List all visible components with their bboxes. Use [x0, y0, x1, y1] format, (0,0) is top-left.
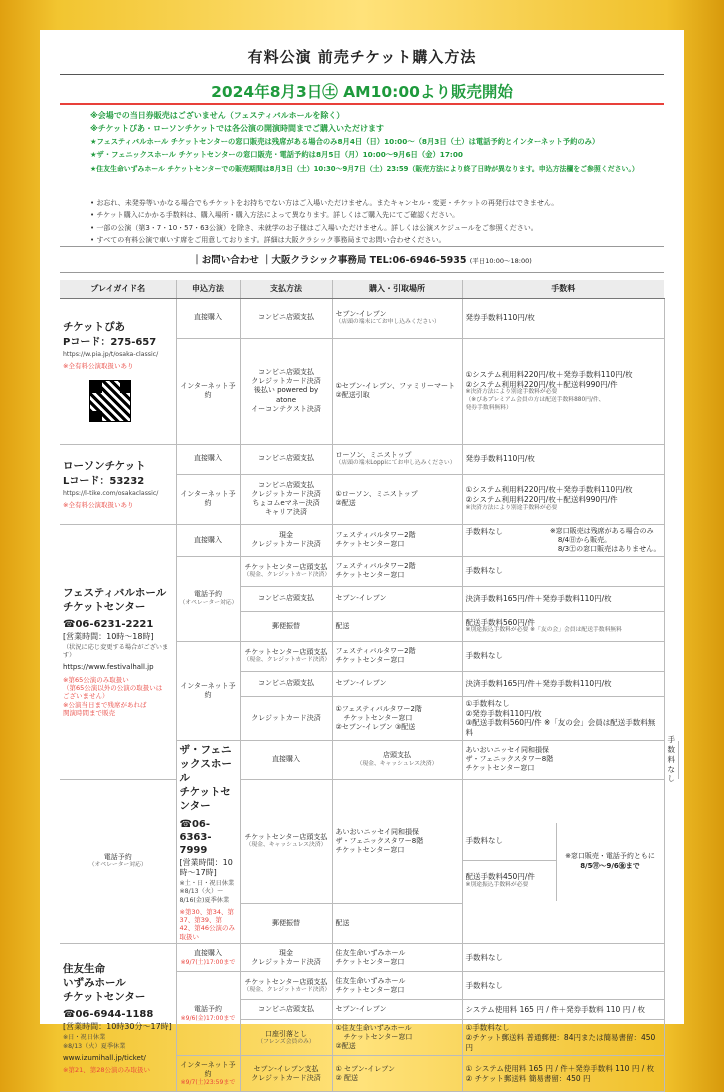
table-cell: [176, 556, 240, 641]
text-block: [63, 676, 173, 718]
text-cell: チケットセンター: [63, 990, 146, 1003]
text-cell: チケットセンター窓口: [465, 764, 535, 773]
text-cell: チケットセンター窓口: [343, 1033, 413, 1042]
text-cell: チケットセンター窓口: [335, 540, 405, 549]
table-cell: [332, 474, 462, 524]
text-cell: クレジットカード決済: [251, 540, 321, 549]
text-cell: ※公演当日まで残席があれば: [63, 700, 147, 709]
page-title: 有料公演 前売チケット購入方法: [247, 48, 477, 66]
text-cell: チケットセンター窓口: [335, 985, 405, 994]
notice-2: ※チケットぴあ・ローソンチケットでは各公演の開演時間までご購入いただけます: [90, 124, 385, 133]
table-cell: [332, 298, 462, 338]
text-cell: 手数料なし: [462, 641, 664, 671]
text-cell: 決済手数料165円/件＋発券手数料110円/枚: [462, 586, 664, 611]
text-cell: ちょコムeマネー決済: [252, 499, 320, 507]
guide-pia: [60, 298, 176, 444]
table-cell: [462, 474, 664, 524]
text-cell: ローソンチケット: [63, 459, 146, 472]
text-cell: ②システム利用料220円/枚＋配送料990円/件: [465, 495, 618, 505]
text-cell: クレジットカード決済: [251, 377, 321, 386]
text-block: [463, 823, 664, 901]
text-cell: 手数料なし: [665, 741, 680, 779]
table-cell: [332, 641, 462, 671]
text-cell: ☎06-6363-7999: [179, 818, 212, 856]
text-cell: 現金: [279, 531, 293, 540]
table-cell: [332, 972, 462, 1000]
text-cell: 配送手数料560円/件: [465, 617, 535, 627]
table-header-row: [60, 280, 664, 298]
text-cell: 決済手数料165円/件＋発券手数料110円/枚: [462, 671, 664, 696]
text-cell: ※土・日・祝日休業: [179, 880, 235, 888]
text-cell: フェスティバルタワー2階: [335, 647, 416, 656]
text-cell: 電話予約: [194, 590, 222, 599]
text-cell: （店頭の端末Loppiにてお申し込みください）: [335, 459, 456, 466]
text-cell: ございません）: [63, 692, 109, 701]
pia-url[interactable]: https://w.pia.jp/t/osaka-classic/: [63, 350, 159, 358]
text-cell: ①手数料なし: [465, 1023, 510, 1033]
text-cell: 直接購入: [240, 740, 332, 779]
text-cell: 手数料なし: [465, 526, 503, 536]
text-cell: ザ・フェニックスタワー8階: [465, 755, 554, 764]
text-cell: チケットセンター店頭支払: [244, 562, 328, 571]
text-cell: セブン-イレブン: [335, 309, 387, 318]
text-cell: 電話予約: [103, 853, 132, 862]
contact-line: [40, 252, 684, 266]
text-cell: ※9/7(土)17:00まで: [180, 958, 236, 966]
text-cell: ※第21、第28公演のみ取扱い: [63, 1065, 150, 1074]
izumi-url[interactable]: www.izumihall.jp/ticket/: [63, 1053, 146, 1062]
table-cell: [462, 611, 664, 641]
text-cell: （状況に応じ変更する場合がございます）: [63, 644, 169, 660]
notice-3: ★フェスティバルホール チケットセンターの窓口販売は残席がある場合のみ8月4日（日）10:00～（8月3日（土）は電話予約とインターネット予約のみ）: [90, 137, 600, 146]
text-cell: [営業時間：10時～18時]: [63, 631, 154, 641]
festival-url[interactable]: https://www.festivalhall.jp: [63, 663, 154, 672]
text-cell: チケットセンター店頭支払: [244, 647, 328, 656]
text-cell: システム使用料 165 円 / 件＋発券手数料 110 円 / 枚: [462, 1000, 664, 1020]
text-cell: ※別途振込手数料が必要: [465, 881, 529, 888]
text-cell: ①システム利用料220円/枚＋発券手数料110円/枚: [465, 369, 633, 379]
text-cell: インターネット予約: [176, 338, 240, 444]
table-cell: [332, 779, 462, 903]
table-cell: [332, 524, 462, 556]
text-cell: （オペレーター対応）: [179, 599, 238, 606]
text-block: [63, 586, 173, 614]
table-cell: [176, 1056, 240, 1092]
text-cell: 直接購入: [176, 444, 240, 474]
text-cell: インターネット予約: [176, 474, 240, 524]
table-cell: [240, 779, 332, 903]
ticket-info-sheet: [40, 30, 684, 1087]
text-cell: ☎06-6231-2221: [63, 618, 154, 630]
text-cell: チケットセンター店頭支払: [244, 977, 328, 986]
text-cell: 直接購入: [176, 298, 240, 338]
text-cell: ②システム利用料220円/枚＋配送料990円/件: [465, 379, 618, 389]
text-cell: 現金: [279, 948, 293, 957]
table-cell: [176, 972, 240, 1056]
table-cell: [462, 1056, 664, 1092]
text-cell: 8/3㊏の窓口販売はありません。: [557, 544, 661, 553]
table-cell: [332, 1056, 462, 1092]
text-cell: 手数料なし: [463, 823, 556, 861]
contact-hours: (平日10:00～18:00): [469, 257, 532, 265]
text-cell: ① セブン-イレブン: [335, 1064, 395, 1073]
text-cell: 配送手数料450円/件: [465, 871, 535, 881]
text-cell: ② チケット郵送料 簡易書留：450 円: [465, 1073, 591, 1083]
text-cell: クレジットカード決済: [251, 957, 321, 966]
guide-izumi: [60, 944, 176, 1092]
text-cell: 住友生命: [63, 962, 105, 975]
text-cell: 店頭支払: [383, 751, 411, 760]
text-cell: 関演時間まで販売: [63, 709, 115, 718]
text-cell: （フレンズ会員のみ）: [257, 1038, 315, 1045]
table-cell: [332, 944, 462, 972]
text-cell: フェスティバルタワー2階: [335, 531, 416, 540]
table-cell: [240, 474, 332, 524]
text-cell: コンビニ店頭支払: [258, 368, 314, 377]
text-cell: 8/4㊐から販売。: [557, 535, 612, 544]
table-row: [60, 779, 664, 903]
text-block: [463, 861, 556, 901]
table-cell: [240, 1056, 332, 1092]
table-cell: [462, 740, 664, 779]
col-header: 支払方法: [240, 280, 332, 298]
text-cell: ①手数料なし: [465, 698, 510, 708]
text-cell: （現金、クレジットカード決済）: [243, 657, 331, 664]
text-block: [557, 823, 664, 901]
col-header: 手数料: [462, 280, 664, 298]
text-cell: セブン-イレブン: [332, 1000, 462, 1020]
guide-lawson: [60, 444, 176, 524]
text-cell: クレジットカード決済: [240, 696, 332, 740]
text-cell: ① システム使用料 165 円 / 件＋発券手数料 110 円 / 枚: [465, 1064, 655, 1074]
table-cell: [240, 641, 332, 671]
text-cell: ①住友生命いずみホール: [335, 1024, 412, 1033]
text-cell: あいおいニッセイ同和損保: [335, 827, 420, 836]
text-cell: フェスティバルタワー2階: [335, 562, 416, 571]
text-cell: 発券手数料110円/枚: [462, 298, 664, 338]
bullet-item: • 一部の公演（第3・7・10・57・63公演）を除き、未就学のお子様はご入場いただけません。詳しくは公演スケジュールをご参照ください。: [90, 223, 538, 232]
table-row: [60, 444, 664, 474]
text-cell: 配送: [332, 611, 462, 641]
table-cell: [240, 338, 332, 444]
text-cell: ローソン、ミニストップ: [335, 450, 412, 459]
text-cell: 手数料なし: [462, 556, 664, 586]
text-cell: コンビニ店頭支払: [240, 671, 332, 696]
text-cell: Pコード：275-657: [63, 336, 157, 348]
table-cell: [176, 944, 240, 972]
col-header: プレイガイド名: [60, 280, 176, 298]
table-cell: [240, 972, 332, 1000]
text-cell: キャリア決済: [265, 508, 307, 517]
notice-4: ★ザ・フェニックスホール チケットセンターの窓口販売・電話予約は8月5日（月）10:00～9月6日（金）17:00: [90, 150, 463, 159]
table-cell: [240, 944, 332, 972]
table-cell: [332, 444, 462, 474]
text-cell: （現金、クレジットカード決済）: [243, 986, 331, 993]
table-cell: [240, 524, 332, 556]
table-cell: [60, 779, 176, 944]
guide-phoenix: [176, 740, 240, 944]
text-cell: ※別途振込手数料が必要 ※「友の会」会員は配送手数料無料: [465, 627, 622, 634]
text-cell: 住友生命いずみホール: [335, 976, 406, 985]
text-cell: ※決済方法により別途手数料が必要: [465, 389, 558, 396]
lawson-url[interactable]: https://l-tike.com/osakaclassic/: [63, 489, 159, 497]
text-cell: （現金、キャッシュレス決済）: [245, 842, 327, 849]
text-cell: 電話予約: [194, 1005, 222, 1014]
text-cell: セブン-イレブン支払: [253, 1064, 319, 1073]
table-cell: [462, 1020, 664, 1056]
text-cell: ザ・フェニックスホール: [179, 743, 232, 785]
notice-5: ★住友生命いずみホール チケットセンターでの販売期間は8月3日（土）10:30～9月7日（土）23:59（販売方法により終了日時が異なります。申込方法欄をご参照ください。）: [90, 165, 639, 173]
text-cell: 発券手数料110円/枚: [462, 444, 664, 474]
table-row: [60, 298, 664, 338]
col-header: 購入・引取場所: [332, 280, 462, 298]
table-cell: [462, 779, 664, 944]
text-cell: コンビニ店頭支払: [240, 444, 332, 474]
table-cell: [240, 556, 332, 586]
bullet-item: • お忘れ、未発券等いかなる場合でもチケットをお持ちでない方はご入場いただけません。またキャンセル・変更・チケットの再発行はできません。: [90, 199, 559, 207]
text-cell: ②配送: [335, 1042, 356, 1051]
text-cell: チケットセンター窓口: [343, 713, 413, 722]
text-cell: ※8/13（火）夏季休業: [63, 1042, 126, 1050]
text-cell: ※8/13（火）～8/16(金)夏季休業: [179, 888, 230, 904]
text-cell: ※9/6(金)17:00まで: [180, 1014, 236, 1022]
col-header: 申込方法: [176, 280, 240, 298]
text-cell: [営業時間：10時30分～17時]: [63, 1022, 172, 1032]
text-cell: 口座引落とし: [265, 1029, 307, 1038]
contact-text: ｜お問い合わせ ｜大阪クラシック事務局 TEL:06-6946-5935: [192, 255, 467, 266]
text-cell: チケットぴあ: [63, 320, 126, 333]
qr-code: [89, 380, 131, 422]
contact-divider-bottom: [60, 272, 664, 273]
text-block: [463, 823, 557, 901]
title-divider: [60, 74, 664, 75]
text-cell: ※日・祝日休業: [63, 1034, 106, 1042]
table-cell: [462, 338, 664, 444]
text-cell: ②発券手数料110円/枚: [465, 708, 542, 718]
text-cell: （現金、キャッシュレス決済）: [356, 760, 438, 767]
text-cell: ザ・フェニックスタワー8階: [335, 836, 424, 845]
text-cell: [営業時間：10時～17時]: [179, 857, 233, 878]
text-cell: ②配送: [335, 499, 356, 507]
text-cell: 郵便振替: [240, 903, 332, 944]
table-cell: [462, 696, 664, 740]
text-block: [63, 962, 173, 1005]
text-cell: ※窓口販売・電話予約ともに: [565, 852, 655, 861]
text-cell: Lコード：53232: [63, 475, 145, 487]
table-cell: [332, 338, 462, 444]
text-cell: チケットセンター: [179, 786, 231, 813]
text-cell: コンビニ店頭支払: [240, 586, 332, 611]
text-cell: あいおいニッセイ同和損保: [465, 746, 550, 755]
bullet-list: [90, 198, 670, 248]
table-row: [60, 524, 664, 556]
text-block: [466, 527, 661, 554]
text-cell: （店頭の端末にてお申し込みください）: [335, 318, 440, 325]
text-cell: クレジットカード決済: [251, 1073, 321, 1082]
text-cell: ①フェスティバルタワー2階: [335, 704, 422, 713]
bullet-item: • チケット購入にかかる手数料は、購入場所・購入方法によって異なります。詳しくはご購入先にてご確認ください。: [90, 211, 460, 220]
text-cell: ② 配送: [335, 1073, 359, 1082]
text-cell: 直接購入: [176, 524, 240, 556]
text-cell: チケットセンター窓口: [335, 656, 405, 665]
text-cell: コンビニ店頭支払: [240, 298, 332, 338]
table-cell: [240, 1020, 332, 1056]
text-cell: ①ローソン、ミニストップ: [335, 489, 418, 498]
guide-festival: [60, 524, 176, 779]
table-cell: [462, 524, 664, 556]
text-cell: インターネット予約: [176, 641, 240, 740]
text-block: [63, 1034, 173, 1050]
text-cell: ※第30、第34、第37、第39、第42、第46公演のみ取扱い: [179, 907, 236, 941]
text-cell: 郵便振替: [240, 611, 332, 641]
text-cell: チケットセンター: [63, 600, 146, 613]
text-cell: 発券手数料無料）: [465, 404, 512, 411]
text-cell: （オペレーター対応）: [88, 862, 147, 869]
text-cell: 直接購入: [194, 949, 222, 958]
notice-1: ※会場での当日券販売はございません（フェスティバルホールを除く）: [90, 111, 345, 120]
table-row: [60, 944, 664, 972]
text-cell: ②セブン-イレブン ③配送: [335, 722, 416, 731]
text-cell: 後払い powered by atone: [253, 386, 319, 404]
text-cell: （※ぴあプレミアム会員の方は配送手数料880円/件、: [465, 396, 605, 403]
text-cell: コンビニ店頭支払: [240, 1000, 332, 1020]
text-cell: 配送: [332, 903, 462, 944]
table-cell: [332, 556, 462, 586]
text-cell: ③配送手数料560円/件 ※「友の会」会員は配送手数料無料: [465, 718, 656, 738]
bullet-item: • すべての有料公演で車いす席をご用意しております。詳細は大阪クラシック事務局までお問い合わせください。: [90, 236, 446, 245]
text-cell: 手数料なし: [462, 944, 664, 972]
text-cell: コンビニ店頭支払: [258, 480, 314, 489]
text-cell: フェスティバルホール: [63, 586, 167, 599]
text-cell: 住友生命いずみホール: [335, 948, 406, 957]
ticket-methods-table: [60, 280, 675, 1092]
text-cell: インターネット予約: [180, 1060, 236, 1078]
text-cell: 手数料なし: [462, 972, 664, 1000]
sale-start-banner: 2024年8月3日㊏ AM10:00より販売開始: [211, 83, 513, 101]
text-cell: セブン-イレブン: [332, 586, 462, 611]
text-cell: ※決済方法により別途手数料が必要: [465, 504, 558, 511]
text-cell: ※第65公演のみ取扱い: [63, 675, 129, 684]
text-cell: チケットセンター窓口: [335, 571, 405, 580]
text-cell: 8/5㊊～9/6㊎まで: [580, 861, 640, 870]
table-cell: [332, 696, 462, 740]
text-cell: チケットセンター窓口: [335, 845, 405, 854]
text-cell: ※全有料公演取扱いあり: [63, 361, 134, 370]
text-cell: ①セブン-イレブン、ファミリーマート: [335, 381, 456, 390]
contact-divider-top: [60, 246, 664, 247]
text-cell: （第65公演以外の公演の取扱いは: [63, 683, 163, 692]
text-cell: ☎06-6944-1188: [63, 1009, 154, 1021]
red-divider: [60, 103, 664, 105]
text-block: [180, 880, 237, 904]
text-cell: セブン-イレブン: [332, 671, 462, 696]
text-cell: チケットセンター窓口: [335, 957, 405, 966]
text-cell: ①システム利用料220円/枚＋発券手数料110円/枚: [465, 485, 633, 495]
text-block: [180, 743, 237, 814]
text-cell: いずみホール: [63, 976, 126, 989]
text-cell: （現金、クレジットカード決済）: [243, 572, 331, 579]
text-cell: チケットセンター店頭支払: [244, 833, 328, 841]
text-cell: ※窓口販売は残席がある場合のみ: [549, 526, 654, 535]
text-cell: ※全有料公演取扱いあり: [63, 500, 134, 509]
text-cell: クレジットカード決済: [251, 489, 321, 498]
table-cell: [332, 740, 462, 779]
text-block: [550, 527, 661, 554]
text-cell: イーコンテクスト決済: [251, 404, 321, 413]
table-cell: [332, 1020, 462, 1056]
text-cell: ②チケット郵送料 普通郵便：84円または簡易書留：450 円: [465, 1032, 656, 1052]
text-cell: ※9/7(土)23:59まで: [180, 1079, 236, 1087]
text-cell: ②配送引取: [335, 391, 370, 399]
